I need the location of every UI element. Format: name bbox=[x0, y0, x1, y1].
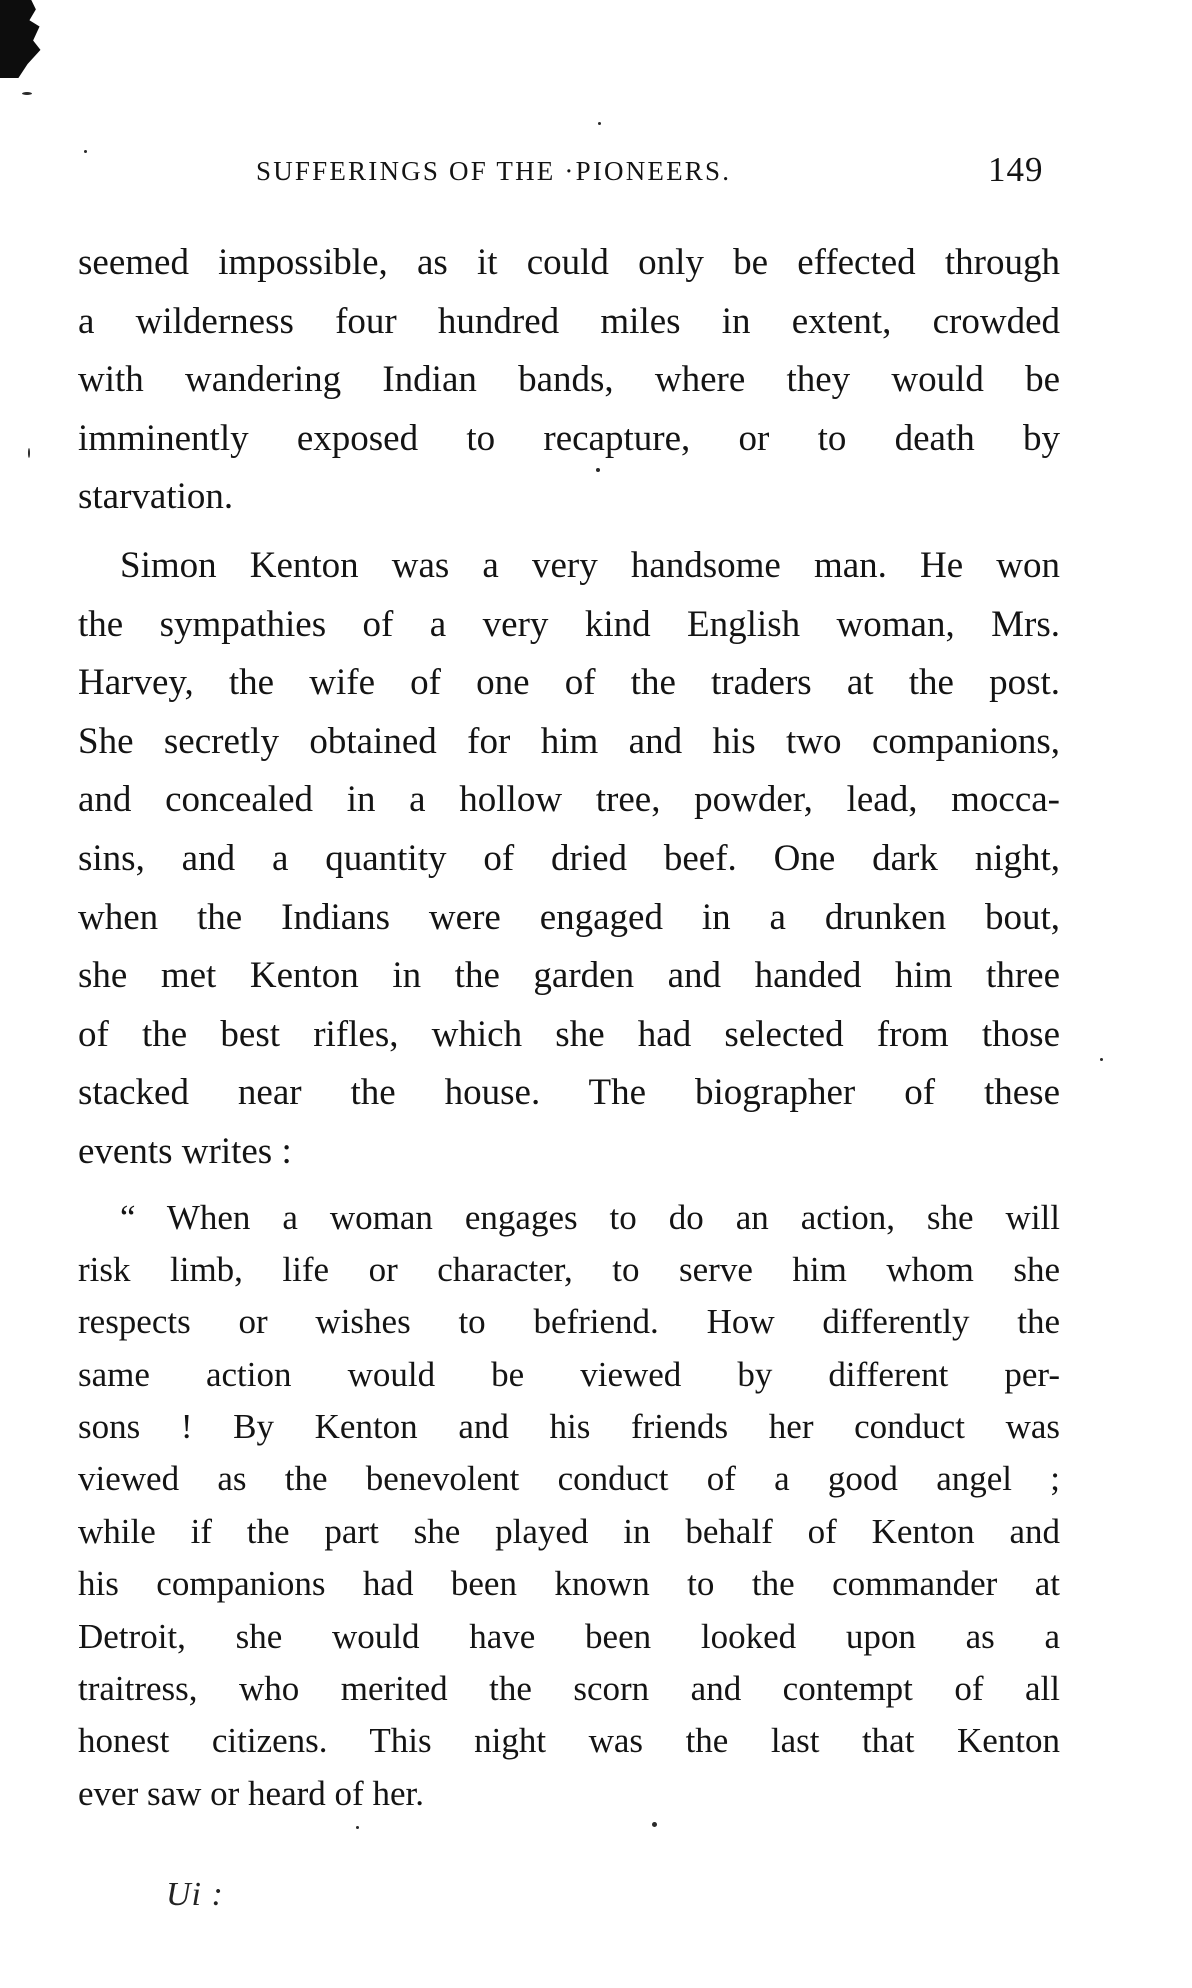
paragraph-kenton bbox=[78, 537, 1060, 1182]
text-line: stacked near the house. The biographer of these bbox=[78, 1072, 1060, 1114]
scan-speck bbox=[652, 1822, 657, 1827]
text-line: Harvey, the wife of one of the traders at the post. bbox=[78, 662, 1060, 704]
text-line: when the Indians were engaged in a drunken bout, bbox=[78, 896, 1060, 938]
page-number: 149 bbox=[988, 150, 1044, 189]
scan-speck bbox=[356, 1826, 359, 1829]
running-title: SUFFERINGS OF THE ·PIONEERS. bbox=[256, 156, 732, 186]
text-line: and concealed in a hollow tree, powder, lead, mocca- bbox=[78, 779, 1060, 821]
scan-artifact-corner bbox=[0, 0, 46, 78]
bottom-marks: Ui : bbox=[166, 1876, 224, 1913]
text-line: viewed as the benevolent conduct of a good angel ; bbox=[78, 1459, 1060, 1499]
page-body bbox=[78, 234, 1060, 1820]
text-line: honest citizens. This night was the last that Kenton bbox=[78, 1721, 1060, 1761]
text-line: the sympathies of a very kind English woman, Mrs. bbox=[78, 603, 1060, 645]
text-line: Detroit, she would have been looked upon as a bbox=[78, 1616, 1060, 1656]
text-line: events writes : bbox=[78, 1130, 292, 1172]
text-line: traitress, who merited the scorn and contempt of all bbox=[78, 1669, 1060, 1709]
text-line: same action would be viewed by different per- bbox=[78, 1354, 1060, 1394]
text-line: imminently exposed to recapture, or to death by bbox=[78, 417, 1060, 459]
scan-speck bbox=[22, 92, 32, 95]
running-head bbox=[0, 150, 1192, 194]
paragraph-continuation bbox=[78, 234, 1060, 527]
text-line: ever saw or heard of her. bbox=[78, 1773, 424, 1813]
text-line: his companions had been known to the commander at bbox=[78, 1564, 1060, 1604]
text-line: “ When a woman engages to do an action, she will bbox=[120, 1197, 1060, 1237]
text-line: She secretly obtained for him and his two companions, bbox=[78, 720, 1060, 762]
scan-speck bbox=[598, 122, 601, 125]
scan-speck bbox=[28, 448, 30, 458]
text-line: with wandering Indian bands, where they would be bbox=[78, 359, 1060, 401]
text-line: of the best rifles, which she had selected from those bbox=[78, 1013, 1060, 1055]
text-line: seemed impossible, as it could only be effected through bbox=[78, 242, 1060, 283]
text-line: sins, and a quantity of dried beef. One dark night, bbox=[78, 837, 1060, 879]
paragraph-quotation bbox=[78, 1192, 1060, 1821]
text-line: starvation. bbox=[78, 476, 234, 518]
text-line: respects or wishes to befriend. How differently the bbox=[78, 1302, 1060, 1342]
text-line: risk limb, life or character, to serve him whom she bbox=[78, 1249, 1060, 1289]
text-line: Simon Kenton was a very handsome man. He won bbox=[120, 544, 1060, 586]
text-line: while if the part she played in behalf of Kenton and bbox=[78, 1511, 1060, 1551]
scan-speck bbox=[1100, 1058, 1103, 1061]
text-line: sons ! By Kenton and his friends her conduct was bbox=[78, 1407, 1060, 1447]
text-line: a wilderness four hundred miles in extent, crowded bbox=[78, 300, 1060, 342]
text-line: she met Kenton in the garden and handed him three bbox=[78, 955, 1060, 997]
